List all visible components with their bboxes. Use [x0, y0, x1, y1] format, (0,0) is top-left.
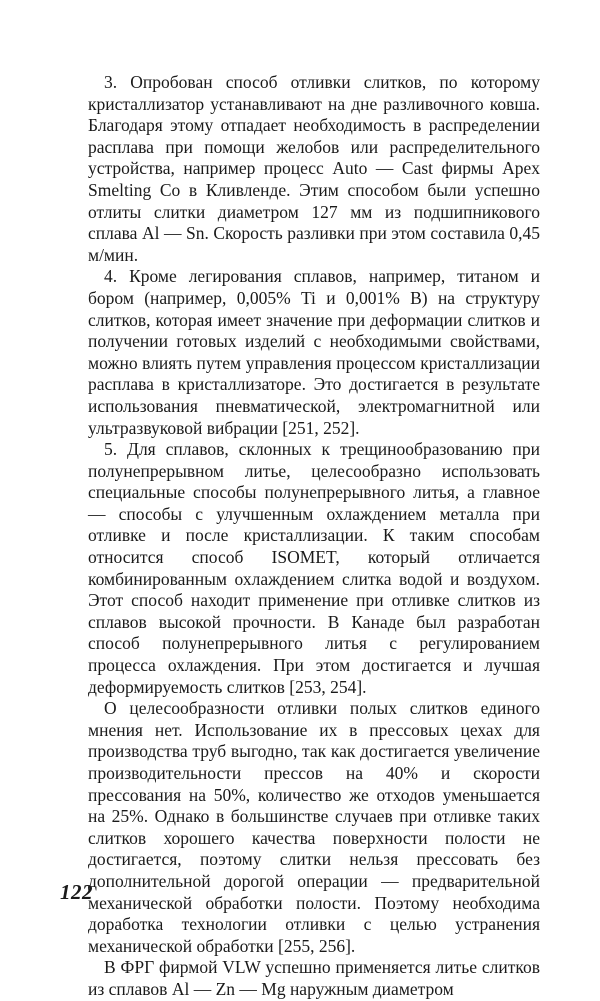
body-text [88, 72, 540, 1001]
paragraph-5-crack-prone-alloys: 5. Для сплавов, склонных к трещинообразованию при полунепрерывном литье, целесообразно использовать специальные способы полунепрерывного литья, а главное — способы с улучшенным охлаждением металла при отливке и после кристаллизации. К таким способам относится способ ISOMET, который отличается комбинированным охлаждением слитка водой и воздухом. Этот способ находит применение при отливке слитков из сплавов высокой прочности. В Канаде был разработан способ полунепрерывного литья с регулированием процесса охлаждения. При этом достигается и лучшая деформируемость слитков [253, 254]. [88, 439, 540, 697]
paragraph-hollow-ingots: О целесообразности отливки полых слитков единого мнения нет. Использование их в прессовых цехах для производства труб выгодно, так как достигается увеличение производительности прессов на 40% и скорости прессования на 50%, количество же отходов уменьшается на 25%. Однако в большинстве случаев при отливке таких слитков хорошего качества поверхности полости не достигается, поэтому слитки нельзя прессовать без дополнительной дорогой операции — предварительной механической обработки полости. Поэтому необходима доработка технологии отливки с целью устранения механической обработки [255, 256]. [88, 698, 540, 956]
paragraph-vlw-frg: В ФРГ фирмой VLW успешно применяется литье слитков из сплавов Al — Zn — Mg наружным диаметром [88, 957, 540, 999]
page-number: 122 [60, 880, 93, 904]
paragraph-4-alloying: 4. Кроме легирования сплавов, например, титаном и бором (например, 0,005% Ti и 0,001% B) на структуру слитков, которая имеет значение при деформации слитков и получении готовых изделий с необходимыми свойствами, можно влиять путем управления процессом кристаллизации расплава в кристаллизаторе. Это достигается в результате использования пневматической, электромагнитной или ультразвуковой вибрации [251, 252]. [88, 266, 540, 438]
paragraph-3-casting-method: 3. Опробован способ отливки слитков, по которому кристаллизатор устанавливают на дне разливочного ковша. Благодаря этому отпадает необходимость в распределении расплава при помощи желобов или распределительного устройства, например процесс Auto — Cast фирмы Apex Smelting Co в Кливленде. Этим способом были успешно отлиты слитки диаметром 127 мм из подшипникового сплава Al — Sn. Скорость разливки при этом составила 0,45 м/мин. [88, 72, 540, 265]
